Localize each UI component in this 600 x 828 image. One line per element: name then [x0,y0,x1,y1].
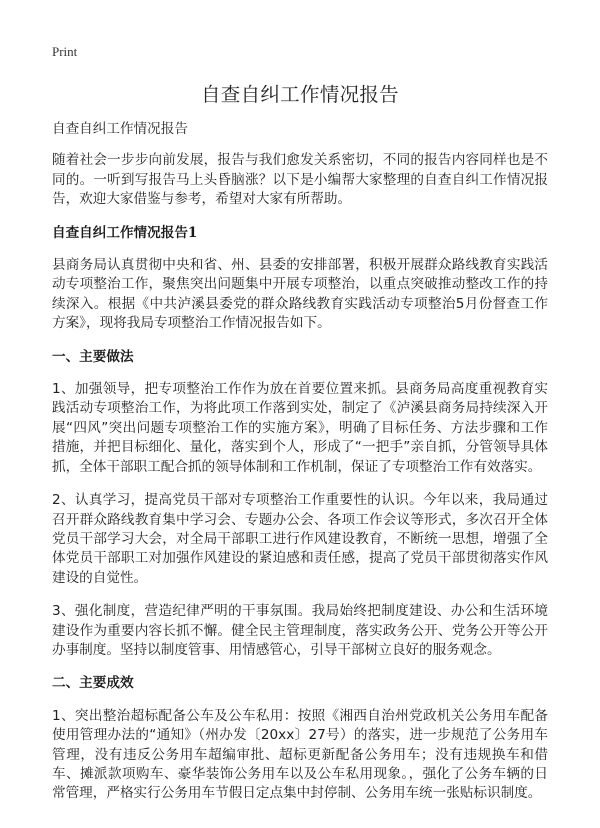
section-heading-main-results: 二、主要成效 [52,675,134,692]
practice-item-1: 1、加强领导，把专项整治工作作为放在首要位置来抓。县商务局高度重视教育实践活动专项整治工作，为将此项工作落到实处，制定了《泸溪县商务局持续深入开展“四风”突出问题专项整治工作的实施方案》，明确了目标任务、方法步骤和工作措施，并把目标细化、量化，落实到个人，形成了“一把手”亲自抓，分管领导具体抓，全体干部职工配合抓的领导体制和工作机制，保证了专项整治工作有效落实。 [52,381,548,475]
practice-item-3: 3、强化制度，营造纪律严明的干事氛围。我局始终把制度建设、办公和生活环境建设作为重要内容长抓不懈。健全民主管理制度，落实政务公开、党务公开等公开办事制度。坚持以制度管事、用情感管心，引导干部树立良好的服务观念。 [52,603,548,658]
print-link[interactable]: Print [52,44,78,59]
document-subtitle: 自查自纠工作情况报告 [52,121,188,137]
report-heading: 自查自纠工作情况报告1 [52,224,198,241]
report-intro-paragraph: 县商务局认真贯彻中央和省、州、县委的安排部署，积极开展群众路线教育实践活动专项整治工作，聚焦突出问题集中开展专项整治，以重点突破推动整改工作的持续深入。根据《中共泸溪县委党的群众路线教育实践活动专项整治5月份督查工作方案》，现将我局专项整治工作情况报告如下。 [52,257,548,332]
result-item-1: 1、突出整治超标配备公车及公车私用：按照《湘西自治州党政机关公务用车配备使用管理办法的“通知》（州办发〔20xx〕27号）的落实，进一步规范了公务用车管理，没有违反公务用车超编审批、超标更新配备公务用车；没有违规换车和借车、摊派款项购车、豪华装饰公务用车以及公车私用现象。，强化了公务车辆的日常管理，严格实行公务用车节假日定点集中封停制、公务用车统一张贴标识制度。 [52,707,548,802]
document-title: 自查自纠工作情况报告 [200,83,399,106]
section-heading-main-practices: 一、主要做法 [52,348,134,365]
practice-item-2: 2、认真学习，提高党员干部对专项整治工作重要性的认识。今年以来，我局通过召开群众路线教育集中学习会、专题办公会、各项工作会议等形式，多次召开全体党员干部学习大会，对全局干部职工进行作风建设教育，不断统一思想，增强了全体党员干部职工对加强作风建设的紧迫感和责任感，提高了党员干部贯彻落实作风建设的自觉性。 [52,492,548,586]
intro-paragraph: 随着社会一步步向前发展，报告与我们愈发关系密切，不同的报告内容同样也是不同的。一听到写报告马上头昏脑涨？以下是小编帮大家整理的自查自纠工作情况报告，欢迎大家借鉴与参考，希望对大家有所帮助。 [52,152,548,208]
document-body [52,120,548,818]
